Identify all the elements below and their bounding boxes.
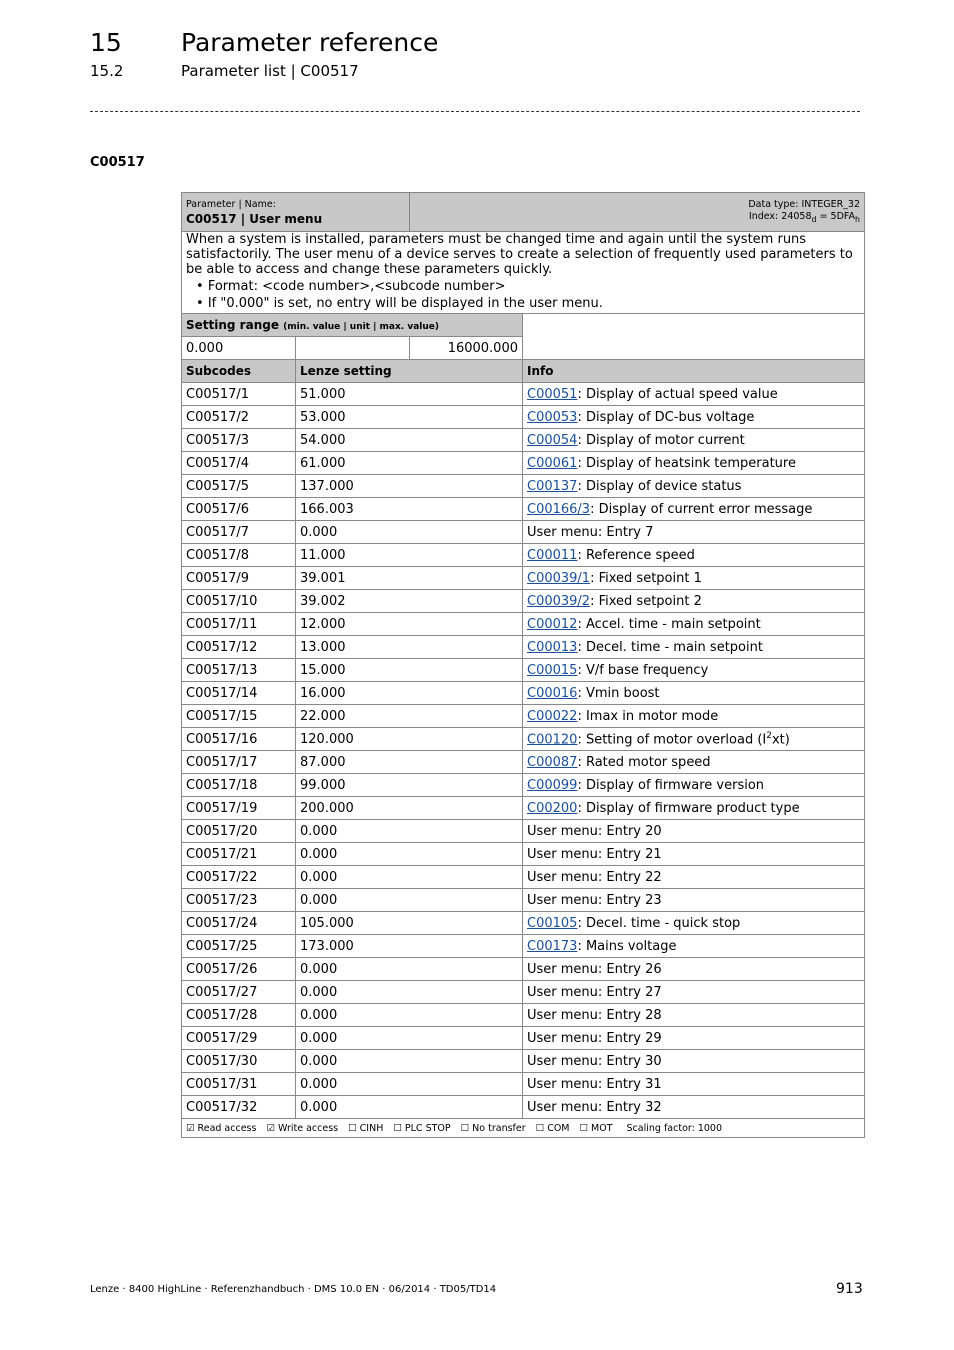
- info-cell: [523, 1004, 865, 1027]
- info-cell: [523, 774, 865, 797]
- table-row: [182, 682, 865, 705]
- parameter-link[interactable]: C00053: [527, 409, 578, 425]
- info-cell: [523, 521, 865, 544]
- table-row: [182, 521, 865, 544]
- subcode-cell: C00517/31: [182, 1073, 296, 1096]
- subcode-cell: C00517/23: [182, 889, 296, 912]
- table-row: [182, 866, 865, 889]
- parameter-link[interactable]: C00200: [527, 800, 578, 816]
- subcode-cell: C00517/21: [182, 843, 296, 866]
- info-text: : Display of DC-bus voltage: [577, 409, 755, 425]
- lenze-setting-cell: 0.000: [296, 843, 523, 866]
- info-cell: [523, 659, 865, 682]
- access-flag-label: CINH: [359, 1122, 384, 1134]
- parameter-link[interactable]: C00166/3: [527, 501, 591, 517]
- table-row: [182, 613, 865, 636]
- subcode-cell: C00517/9: [182, 567, 296, 590]
- lenze-setting-cell: 0.000: [296, 1050, 523, 1073]
- lenze-setting-cell: 16.000: [296, 682, 523, 705]
- parameter-link[interactable]: C00015: [527, 662, 578, 678]
- parameter-link[interactable]: C00012: [527, 616, 578, 632]
- lenze-setting-cell: 51.000: [296, 383, 523, 406]
- col-info: Info: [523, 360, 865, 383]
- lenze-setting-cell: 0.000: [296, 820, 523, 843]
- info-text: : Display of current error message: [590, 501, 813, 517]
- subcode-cell: C00517/16: [182, 728, 296, 751]
- subcode-cell: C00517/10: [182, 590, 296, 613]
- info-text: : Display of actual speed value: [577, 386, 778, 402]
- info-text: : V/f base frequency: [577, 662, 709, 678]
- parameter-link[interactable]: C00087: [527, 754, 578, 770]
- info-text: : Display of heatsink temperature: [577, 455, 796, 471]
- subcode-cell: C00517/4: [182, 452, 296, 475]
- info-cell: [523, 590, 865, 613]
- table-row: [182, 406, 865, 429]
- table-row: [182, 751, 865, 774]
- table-row: [182, 498, 865, 521]
- parameter-link[interactable]: C00105: [527, 915, 578, 931]
- table-row: [182, 843, 865, 866]
- column-header-row: [182, 360, 865, 383]
- info-cell: [523, 1027, 865, 1050]
- subcode-cell: C00517/12: [182, 636, 296, 659]
- parameter-link[interactable]: C00013: [527, 639, 578, 655]
- subcode-cell: C00517/29: [182, 1027, 296, 1050]
- lenze-setting-cell: 0.000: [296, 1027, 523, 1050]
- info-cell: [523, 797, 865, 820]
- parameter-link[interactable]: C00051: [527, 386, 578, 402]
- table-row: [182, 1004, 865, 1027]
- info-cell: [523, 498, 865, 521]
- parameter-link[interactable]: C00054: [527, 432, 578, 448]
- info-text: User menu: Entry 23: [527, 892, 662, 908]
- access-flag: [580, 1123, 613, 1134]
- info-text: User menu: Entry 27: [527, 984, 662, 1000]
- lenze-setting-cell: 137.000: [296, 475, 523, 498]
- lenze-setting-cell: 54.000: [296, 429, 523, 452]
- access-flag-label: No transfer: [472, 1122, 526, 1134]
- parameter-link[interactable]: C00011: [527, 547, 578, 563]
- table-row: [182, 475, 865, 498]
- parameter-link[interactable]: C00016: [527, 685, 578, 701]
- info-cell: [523, 567, 865, 590]
- table-row: [182, 429, 865, 452]
- parameter-link[interactable]: C00120: [527, 732, 578, 748]
- table-row: [182, 1096, 865, 1119]
- table-row: [182, 774, 865, 797]
- access-footer-row: [182, 1119, 865, 1138]
- lenze-setting-cell: 0.000: [296, 1073, 523, 1096]
- subcode-cell: C00517/28: [182, 1004, 296, 1027]
- table-row: [182, 889, 865, 912]
- unchecked-box-icon: ☐: [460, 1122, 473, 1134]
- info-cell: [523, 935, 865, 958]
- parameter-link[interactable]: C00173: [527, 938, 578, 954]
- lenze-setting-cell: 39.002: [296, 590, 523, 613]
- lenze-setting-cell: 15.000: [296, 659, 523, 682]
- access-flag-label: Read access: [197, 1122, 257, 1134]
- table-row: [182, 636, 865, 659]
- description-row: [182, 232, 865, 314]
- access-flag-label: PLC STOP: [404, 1122, 451, 1134]
- unchecked-box-icon: ☐: [348, 1122, 360, 1134]
- lenze-setting-cell: 61.000: [296, 452, 523, 475]
- checked-box-icon: ☑: [186, 1122, 198, 1134]
- scaling-factor: Scaling factor: 1000: [626, 1122, 723, 1134]
- info-text: : Display of firmware product type: [577, 800, 800, 816]
- subcode-cell: C00517/19: [182, 797, 296, 820]
- info-cell: [523, 383, 865, 406]
- subcode-cell: C00517/32: [182, 1096, 296, 1119]
- data-type-cell: [410, 193, 865, 232]
- subcode-cell: C00517/24: [182, 912, 296, 935]
- lenze-setting-cell: 0.000: [296, 958, 523, 981]
- table-row: [182, 590, 865, 613]
- subcode-cell: C00517/15: [182, 705, 296, 728]
- info-cell: [523, 728, 865, 751]
- info-cell: [523, 981, 865, 1004]
- info-cell: [523, 613, 865, 636]
- table-row: [182, 958, 865, 981]
- info-cell: [523, 889, 865, 912]
- table-row: [182, 705, 865, 728]
- info-cell: [523, 958, 865, 981]
- subcode-cell: C00517/8: [182, 544, 296, 567]
- description-text: When a system is installed, parameters must be changed time and again until the system runs satisfactorily. The user menu of a device serves to create a selection of frequently used parameters to be able to access and change these parameters quickly.: [186, 232, 853, 277]
- info-text: : Mains voltage: [577, 938, 677, 954]
- access-flag: [393, 1123, 450, 1134]
- info-text: : Display of motor current: [577, 432, 745, 448]
- lenze-setting-cell: 105.000: [296, 912, 523, 935]
- info-cell: [523, 452, 865, 475]
- access-flag: [536, 1123, 570, 1134]
- access-flag: [186, 1123, 256, 1134]
- dashed-divider: [90, 111, 860, 112]
- info-text: : Display of firmware version: [577, 777, 765, 793]
- section-number: 15.2: [90, 62, 124, 80]
- lenze-setting-cell: 53.000: [296, 406, 523, 429]
- info-cell: [523, 705, 865, 728]
- info-cell: [523, 636, 865, 659]
- access-flag: [461, 1123, 526, 1134]
- info-text: User menu: Entry 31: [527, 1076, 662, 1092]
- description-cell: [182, 232, 865, 314]
- info-text: User menu: Entry 26: [527, 961, 662, 977]
- info-text-after: xt): [771, 732, 790, 748]
- lenze-setting-cell: 12.000: [296, 613, 523, 636]
- parameter-link[interactable]: C00022: [527, 708, 578, 724]
- table-row: [182, 567, 865, 590]
- info-cell: [523, 1096, 865, 1119]
- info-cell: [523, 406, 865, 429]
- parameter-link[interactable]: C00099: [527, 777, 578, 793]
- subcode-cell: C00517/18: [182, 774, 296, 797]
- table-row: [182, 912, 865, 935]
- parameter-name: C00517 | User menu: [186, 211, 323, 226]
- chapter-number: 15: [90, 28, 122, 57]
- info-cell: [523, 429, 865, 452]
- info-text: : Imax in motor mode: [577, 708, 719, 724]
- table-row: [182, 820, 865, 843]
- subcode-cell: C00517/5: [182, 475, 296, 498]
- lenze-setting-cell: 120.000: [296, 728, 523, 751]
- subcode-cell: C00517/1: [182, 383, 296, 406]
- table-row: [182, 728, 865, 751]
- info-text: : Decel. time - main setpoint: [577, 639, 763, 655]
- description-bullets: [186, 279, 860, 311]
- setting-range-header-row: [182, 314, 865, 337]
- info-text: User menu: Entry 32: [527, 1099, 662, 1115]
- subcode-cell: C00517/27: [182, 981, 296, 1004]
- parameter-link[interactable]: C00039/1: [527, 570, 591, 586]
- info-cell: [523, 751, 865, 774]
- lenze-setting-cell: 0.000: [296, 889, 523, 912]
- access-flag: [348, 1123, 383, 1134]
- setting-range-empty: [523, 314, 865, 360]
- section-title: Parameter list | C00517: [181, 62, 359, 80]
- unchecked-box-icon: ☐: [579, 1122, 592, 1134]
- info-cell: [523, 1073, 865, 1096]
- access-flag-label: MOT: [591, 1122, 613, 1134]
- info-text: User menu: Entry 22: [527, 869, 662, 885]
- lenze-setting-cell: 173.000: [296, 935, 523, 958]
- table-row: [182, 797, 865, 820]
- subcode-cell: C00517/3: [182, 429, 296, 452]
- lenze-setting-cell: 39.001: [296, 567, 523, 590]
- info-text: : Accel. time - main setpoint: [577, 616, 761, 632]
- table-row: [182, 1027, 865, 1050]
- document-footer: Lenze · 8400 HighLine · Referenzhandbuch · DMS 10.0 EN · 06/2014 · TD05/TD14: [90, 1284, 497, 1295]
- bullet-item: • If "0.000" is set, no entry will be displayed in the user menu.: [196, 296, 860, 311]
- lenze-setting-cell: 0.000: [296, 1004, 523, 1027]
- unchecked-box-icon: ☐: [393, 1122, 405, 1134]
- info-cell: [523, 1050, 865, 1073]
- info-cell: [523, 866, 865, 889]
- bullet-item: • Format: <code number>,<subcode number>: [196, 279, 860, 294]
- page-number: 913: [836, 1281, 863, 1297]
- data-type: Data type: INTEGER_32: [748, 198, 861, 210]
- subcode-cell: C00517/26: [182, 958, 296, 981]
- lenze-setting-cell: 22.000: [296, 705, 523, 728]
- subcode-cell: C00517/6: [182, 498, 296, 521]
- min-value: 0.000: [182, 337, 296, 360]
- max-value: 16000.000: [410, 337, 523, 360]
- parameter-name-cell: [182, 193, 410, 232]
- subcode-cell: C00517/20: [182, 820, 296, 843]
- subcode-cell: C00517/25: [182, 935, 296, 958]
- lenze-setting-cell: 0.000: [296, 521, 523, 544]
- info-text: User menu: Entry 30: [527, 1053, 662, 1069]
- info-text: : Fixed setpoint 1: [590, 570, 702, 586]
- info-text: : Display of device status: [577, 478, 742, 494]
- info-text: : Reference speed: [577, 547, 695, 563]
- table-row: [182, 544, 865, 567]
- info-text: : Rated motor speed: [577, 754, 711, 770]
- subcode-cell: C00517/17: [182, 751, 296, 774]
- lenze-setting-cell: 0.000: [296, 1096, 523, 1119]
- info-text: User menu: Entry 28: [527, 1007, 662, 1023]
- info-text: User menu: Entry 20: [527, 823, 662, 839]
- access-flag-label: Write access: [278, 1122, 339, 1134]
- col-lenze-setting: Lenze setting: [296, 360, 523, 383]
- lenze-setting-cell: 166.003: [296, 498, 523, 521]
- parameter-header-row: [182, 193, 865, 232]
- table-row: [182, 1050, 865, 1073]
- info-text: User menu: Entry 7: [527, 524, 654, 540]
- access-flags: [182, 1119, 865, 1138]
- subcode-cell: C00517/13: [182, 659, 296, 682]
- unchecked-box-icon: ☐: [535, 1122, 548, 1134]
- col-subcodes: Subcodes: [182, 360, 296, 383]
- subcode-cell: C00517/30: [182, 1050, 296, 1073]
- info-cell: [523, 843, 865, 866]
- lenze-setting-cell: 0.000: [296, 866, 523, 889]
- parameter-table: [181, 192, 865, 1138]
- info-cell: [523, 912, 865, 935]
- info-superscript: 2: [766, 730, 772, 741]
- subcode-cell: C00517/22: [182, 866, 296, 889]
- parameter-link[interactable]: C00137: [527, 478, 578, 494]
- checked-box-icon: ☑: [266, 1122, 278, 1134]
- unit-value: [296, 337, 410, 360]
- table-row: [182, 659, 865, 682]
- table-row: [182, 383, 865, 406]
- table-row: [182, 452, 865, 475]
- subcode-cell: C00517/11: [182, 613, 296, 636]
- table-row: [182, 935, 865, 958]
- parameter-link[interactable]: C00061: [527, 455, 578, 471]
- lenze-setting-cell: 200.000: [296, 797, 523, 820]
- info-text: : Fixed setpoint 2: [590, 593, 702, 609]
- parameter-link[interactable]: C00039/2: [527, 593, 591, 609]
- info-text: User menu: Entry 21: [527, 846, 662, 862]
- info-cell: [523, 475, 865, 498]
- subcode-cell: C00517/2: [182, 406, 296, 429]
- access-flag-label: COM: [547, 1122, 570, 1134]
- chapter-title: Parameter reference: [181, 28, 439, 57]
- info-cell: [523, 544, 865, 567]
- subcode-cell: C00517/7: [182, 521, 296, 544]
- setting-range-label: Setting range (min. value | unit | max. value): [182, 314, 523, 337]
- parameter-index: Index: $24058_d = 5DFA_h$: [748, 210, 861, 224]
- lenze-setting-cell: 11.000: [296, 544, 523, 567]
- parameter-heading: C00517: [90, 155, 145, 170]
- lenze-setting-cell: 99.000: [296, 774, 523, 797]
- subcode-rows: [182, 383, 865, 1119]
- info-text: User menu: Entry 29: [527, 1030, 662, 1046]
- info-text: : Vmin boost: [577, 685, 660, 701]
- lenze-setting-cell: 0.000: [296, 981, 523, 1004]
- info-cell: [523, 682, 865, 705]
- parameter-label: Parameter | Name:: [186, 198, 276, 210]
- access-flag: [266, 1123, 338, 1134]
- info-text: : Setting of motor overload (I: [577, 732, 767, 748]
- table-row: [182, 981, 865, 1004]
- table-row: [182, 1073, 865, 1096]
- info-text: : Decel. time - quick stop: [577, 915, 741, 931]
- subcode-cell: C00517/14: [182, 682, 296, 705]
- info-cell: [523, 820, 865, 843]
- lenze-setting-cell: 13.000: [296, 636, 523, 659]
- lenze-setting-cell: 87.000: [296, 751, 523, 774]
